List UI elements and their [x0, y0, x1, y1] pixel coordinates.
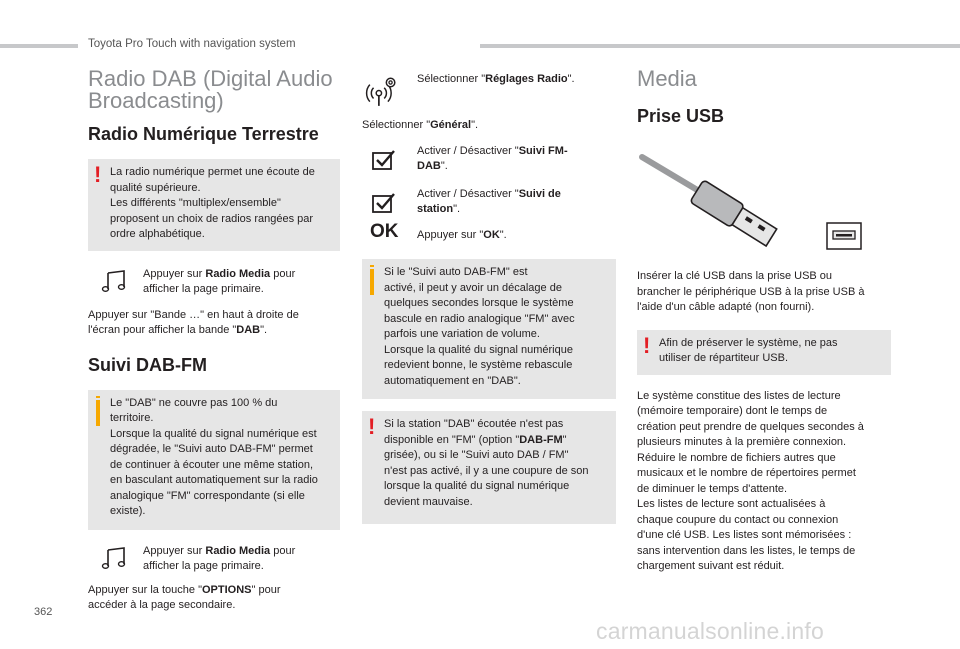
column-settings: [362, 72, 616, 524]
watermark: carmanualsonline.info: [596, 618, 824, 644]
radio-settings-icon: [364, 74, 398, 108]
ok-icon: OK: [370, 220, 399, 242]
info-icon: [96, 400, 100, 426]
warning-note: ! La radio numérique permet une écoute de qualité supérieure. Les différents "multiplex/ensemble" proposent un choix de radios rangées par ordre alphabétique.: [88, 159, 340, 251]
step-suivi-fm-dab: Activer / Désactiver "Suivi FM- DAB".: [362, 144, 616, 175]
warning-icon: !: [643, 332, 651, 358]
paragraph-playlists: Le système constitue des listes de lecture (mémoire temporaire) dont le temps de création peut prendre de quelques secondes à plusieurs minutes à la première connexion. Réduire le nombre de fichiers autres que musicaux et le nombre de répertoires permet de diminuer le temps d'attente. Les listes de lecture sont actualisées à chaque coupure du contact ou connexion d'une clé USB. Les listes sont mémorisées : sans intervention dans les listes, le temps de chargement suivant est réduit.: [637, 389, 864, 572]
page-number: 362: [34, 606, 53, 618]
music-note-icon: [100, 546, 128, 570]
step-suivi-station: Activer / Désactiver "Suivi de station".: [362, 187, 616, 218]
step-ok: OK Appuyer sur "OK".: [362, 228, 616, 244]
step-reglages-radio: Sélectionner "Réglages Radio".: [362, 72, 616, 110]
column-media: [637, 68, 891, 575]
heading-radio-numerique: Radio Numérique Terrestre: [88, 124, 319, 144]
header-rule-left: [0, 44, 78, 48]
info-icon: [370, 269, 374, 295]
step-radio-media-2: Appuyer sur Radio Media pour afficher la page primaire.: [88, 544, 340, 575]
info-note: Le "DAB" ne couvre pas 100 % du territoire. Lorsque la qualité du signal numérique est dégradée, le "Suivi auto DAB-FM" permet de continuer à écouter une même station, en basculant automatiquement sur la radio analogique "FM" correspondante (si elle existe).: [88, 390, 340, 530]
paragraph-options: Appuyer sur la touche "OPTIONS" pour accéder à la page secondaire.: [88, 583, 281, 611]
checkbox-icon: [370, 148, 398, 172]
step-radio-media: Appuyer sur Radio Media pour afficher la page primaire.: [88, 267, 340, 298]
paragraph-insert-usb: Insérer la clé USB dans la prise USB ou brancher le périphérique USB à la prise USB à l'aide d'un câble adapté (non fourni).: [637, 270, 865, 313]
section-title-dab: Radio DAB (Digital Audio Broadcasting): [88, 66, 333, 113]
paragraph-general: Sélectionner "Général".: [362, 119, 479, 131]
header-rule-right: [480, 44, 960, 48]
usb-plug-illustration: [637, 139, 891, 259]
warning-icon: !: [94, 162, 102, 187]
column-dab: [88, 68, 340, 614]
music-note-icon: [100, 269, 128, 293]
info-note: Si le "Suivi auto DAB-FM" est activé, il peut y avoir un décalage de quelques secondes lorsque le système bascule en radio analogique "FM" avec parfois une variation de volume. Lorsque la qualité du signal numérique redevient bonne, le système rebascule automatiquement en "DAB".: [362, 259, 616, 399]
paragraph-bande: Appuyer sur "Bande …" en haut à droite de l'écran pour afficher la bande "DAB".: [88, 308, 299, 336]
heading-prise-usb: Prise USB: [637, 106, 725, 126]
heading-suivi-dab-fm: Suivi DAB-FM: [88, 354, 207, 375]
running-header: Toyota Pro Touch with navigation system: [88, 38, 296, 50]
warning-note: ! Si la station "DAB" écoutée n'est pas disponible en "FM" (option "DAB-FM" grisée), ou si le "Suivi auto DAB / FM" n'est pas activé, il y a une coupure de son lorsque la qualité du signal numérique devient mauvaise.: [362, 411, 616, 524]
section-title-media: Media: [637, 66, 697, 91]
warning-note: ! Afin de préserver le système, ne pas utiliser de répartiteur USB.: [637, 330, 891, 375]
warning-icon: !: [368, 414, 376, 439]
checkbox-icon: [370, 191, 398, 215]
